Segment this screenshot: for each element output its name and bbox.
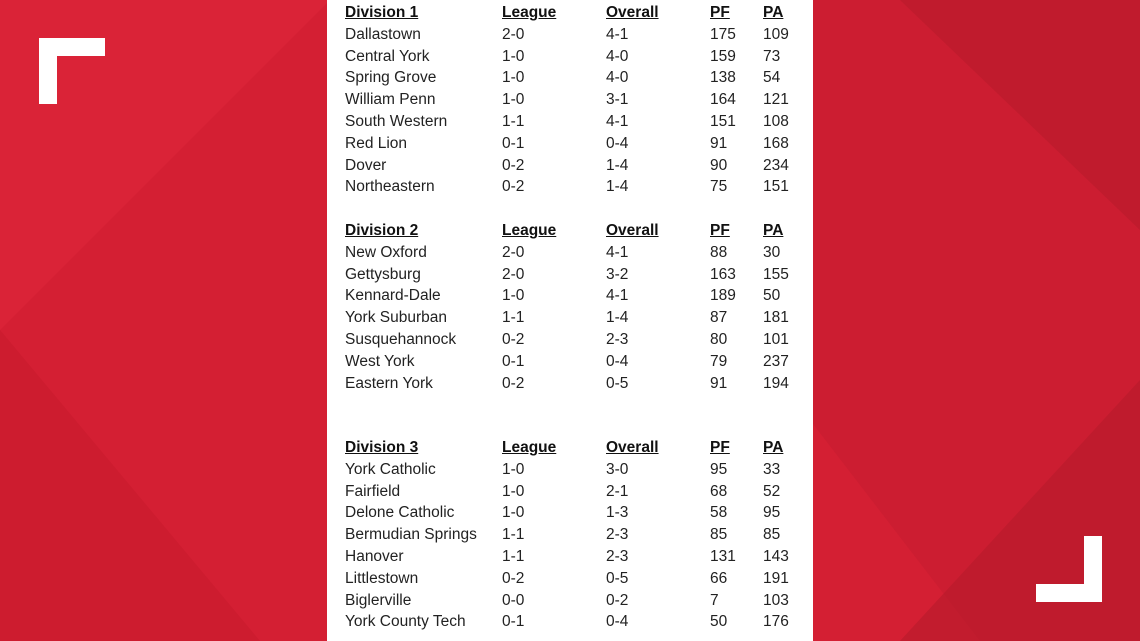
pf-cell: 175 (710, 25, 736, 43)
league-cell: 0-2 (502, 330, 525, 348)
pa-cell: 85 (763, 526, 781, 544)
pf-cell: 85 (710, 526, 728, 544)
overall-cell: 1-4 (606, 156, 629, 174)
overall-cell: 3-0 (606, 460, 629, 478)
table-row (345, 460, 805, 482)
column-header-overall: Overall (606, 222, 659, 239)
pa-cell: 237 (763, 352, 789, 370)
pf-cell: 75 (710, 178, 728, 196)
overall-cell: 2-3 (606, 330, 629, 348)
pa-cell: 54 (763, 69, 781, 87)
league-cell: 1-0 (502, 287, 525, 305)
pf-cell: 159 (710, 47, 736, 65)
table-row (345, 308, 805, 330)
table-row (345, 134, 805, 156)
pa-cell: 191 (763, 569, 789, 587)
team-name: Gettysburg (345, 265, 421, 283)
league-cell: 1-0 (502, 69, 525, 87)
pa-cell: 50 (763, 287, 781, 305)
team-name: Littlestown (345, 569, 419, 587)
team-name: York County Tech (345, 613, 466, 631)
pa-cell: 143 (763, 547, 789, 565)
overall-cell: 4-1 (606, 243, 629, 261)
team-name: York Catholic (345, 460, 436, 478)
column-header-pa: PA (763, 222, 784, 239)
league-cell: 0-1 (502, 613, 525, 631)
team-name: Kennard-Dale (345, 287, 441, 305)
pa-cell: 52 (763, 482, 781, 500)
column-header-pf: PF (710, 222, 730, 239)
pa-cell: 103 (763, 591, 789, 609)
table-row (345, 503, 805, 525)
table-row (345, 47, 805, 69)
league-cell: 1-1 (502, 526, 525, 544)
pf-cell: 7 (710, 591, 719, 609)
league-cell: 1-0 (502, 47, 525, 65)
pf-cell: 91 (710, 374, 728, 392)
pa-cell: 234 (763, 156, 789, 174)
pf-cell: 131 (710, 547, 736, 565)
division-title: Division 1 (345, 4, 419, 21)
table-row (345, 591, 805, 613)
team-name: Susquehannock (345, 330, 457, 348)
division-header-row (345, 221, 805, 243)
overall-cell: 4-1 (606, 287, 629, 305)
overall-cell: 0-4 (606, 613, 629, 631)
pa-cell: 151 (763, 178, 789, 196)
column-header-league: League (502, 4, 557, 21)
table-row (345, 177, 805, 199)
league-cell: 1-0 (502, 504, 525, 522)
pa-cell: 33 (763, 460, 781, 478)
league-cell: 0-2 (502, 156, 525, 174)
pa-cell: 176 (763, 613, 789, 631)
overall-cell: 2-1 (606, 482, 629, 500)
overall-cell: 4-1 (606, 112, 629, 130)
pf-cell: 87 (710, 309, 728, 327)
pf-cell: 138 (710, 69, 736, 87)
division-header-row (345, 3, 805, 25)
pa-cell: 168 (763, 134, 789, 152)
column-header-pa: PA (763, 439, 784, 456)
pa-cell: 101 (763, 330, 789, 348)
column-header-overall: Overall (606, 4, 659, 21)
column-header-pf: PF (710, 4, 730, 21)
team-name: Hanover (345, 547, 404, 565)
standings-sheet (327, 0, 813, 641)
team-name: Delone Catholic (345, 504, 455, 522)
division-header-row (345, 438, 805, 460)
team-name: Spring Grove (345, 69, 437, 87)
table-row (345, 286, 805, 308)
team-name: Central York (345, 47, 430, 65)
pf-cell: 88 (710, 243, 728, 261)
pf-cell: 164 (710, 91, 736, 109)
overall-cell: 3-2 (606, 265, 629, 283)
pf-cell: 58 (710, 504, 728, 522)
pf-cell: 91 (710, 134, 728, 152)
corner-bracket-icon (1036, 536, 1102, 602)
table-row (345, 265, 805, 287)
table-row (345, 569, 805, 591)
corner-bracket-icon (39, 38, 105, 104)
pa-cell: 194 (763, 374, 789, 392)
pa-cell: 181 (763, 309, 789, 327)
team-name: Bermudian Springs (345, 526, 477, 544)
pf-cell: 90 (710, 156, 728, 174)
division-title: Division 3 (345, 439, 419, 456)
pa-cell: 108 (763, 112, 789, 130)
pa-cell: 109 (763, 25, 789, 43)
league-cell: 1-1 (502, 547, 525, 565)
division-2-table (345, 221, 805, 395)
pa-cell: 30 (763, 243, 781, 261)
league-cell: 2-0 (502, 265, 525, 283)
pf-cell: 66 (710, 569, 728, 587)
table-row (345, 352, 805, 374)
league-cell: 2-0 (502, 243, 525, 261)
overall-cell: 1-4 (606, 309, 629, 327)
overall-cell: 0-5 (606, 374, 629, 392)
overall-cell: 1-3 (606, 504, 629, 522)
overall-cell: 0-4 (606, 352, 629, 370)
league-cell: 0-1 (502, 352, 525, 370)
team-name: Eastern York (345, 374, 433, 392)
pf-cell: 95 (710, 460, 728, 478)
pf-cell: 151 (710, 112, 736, 130)
team-name: South Western (345, 112, 448, 130)
league-cell: 0-2 (502, 569, 525, 587)
table-row (345, 374, 805, 396)
table-row (345, 482, 805, 504)
overall-cell: 2-3 (606, 547, 629, 565)
league-cell: 0-2 (502, 374, 525, 392)
overall-cell: 3-1 (606, 91, 629, 109)
team-name: Fairfield (345, 482, 401, 500)
pa-cell: 73 (763, 47, 781, 65)
pa-cell: 95 (763, 504, 781, 522)
division-1-table (345, 3, 805, 199)
division-title: Division 2 (345, 222, 419, 239)
pf-cell: 68 (710, 482, 728, 500)
table-row (345, 243, 805, 265)
pa-cell: 121 (763, 91, 789, 109)
column-header-overall: Overall (606, 439, 659, 456)
table-row (345, 525, 805, 547)
overall-cell: 0-4 (606, 134, 629, 152)
column-header-league: League (502, 222, 557, 239)
league-cell: 0-2 (502, 178, 525, 196)
overall-cell: 4-0 (606, 47, 629, 65)
column-header-pf: PF (710, 439, 730, 456)
overall-cell: 0-5 (606, 569, 629, 587)
pf-cell: 80 (710, 330, 728, 348)
team-name: Dover (345, 156, 387, 174)
team-name: West York (345, 352, 415, 370)
pf-cell: 163 (710, 265, 736, 283)
team-name: New Oxford (345, 243, 427, 261)
table-row (345, 68, 805, 90)
table-row (345, 156, 805, 178)
league-cell: 2-0 (502, 25, 525, 43)
league-cell: 1-1 (502, 309, 525, 327)
team-name: William Penn (345, 91, 436, 109)
league-cell: 1-1 (502, 112, 525, 130)
table-row (345, 547, 805, 569)
division-3-table (345, 438, 805, 634)
team-name: York Suburban (345, 309, 447, 327)
overall-cell: 4-0 (606, 69, 629, 87)
league-cell: 1-0 (502, 460, 525, 478)
team-name: Biglerville (345, 591, 412, 609)
table-row (345, 612, 805, 634)
overall-cell: 2-3 (606, 526, 629, 544)
pa-cell: 155 (763, 265, 789, 283)
column-header-pa: PA (763, 4, 784, 21)
league-cell: 0-1 (502, 134, 525, 152)
table-row (345, 25, 805, 47)
table-row (345, 112, 805, 134)
team-name: Red Lion (345, 134, 408, 152)
league-cell: 1-0 (502, 91, 525, 109)
pf-cell: 50 (710, 613, 728, 631)
overall-cell: 0-2 (606, 591, 629, 609)
league-cell: 0-0 (502, 591, 525, 609)
overall-cell: 4-1 (606, 25, 629, 43)
pf-cell: 189 (710, 287, 736, 305)
overall-cell: 1-4 (606, 178, 629, 196)
pf-cell: 79 (710, 352, 728, 370)
table-row (345, 330, 805, 352)
table-row (345, 90, 805, 112)
team-name: Northeastern (345, 178, 435, 196)
column-header-league: League (502, 439, 557, 456)
team-name: Dallastown (345, 25, 421, 43)
league-cell: 1-0 (502, 482, 525, 500)
